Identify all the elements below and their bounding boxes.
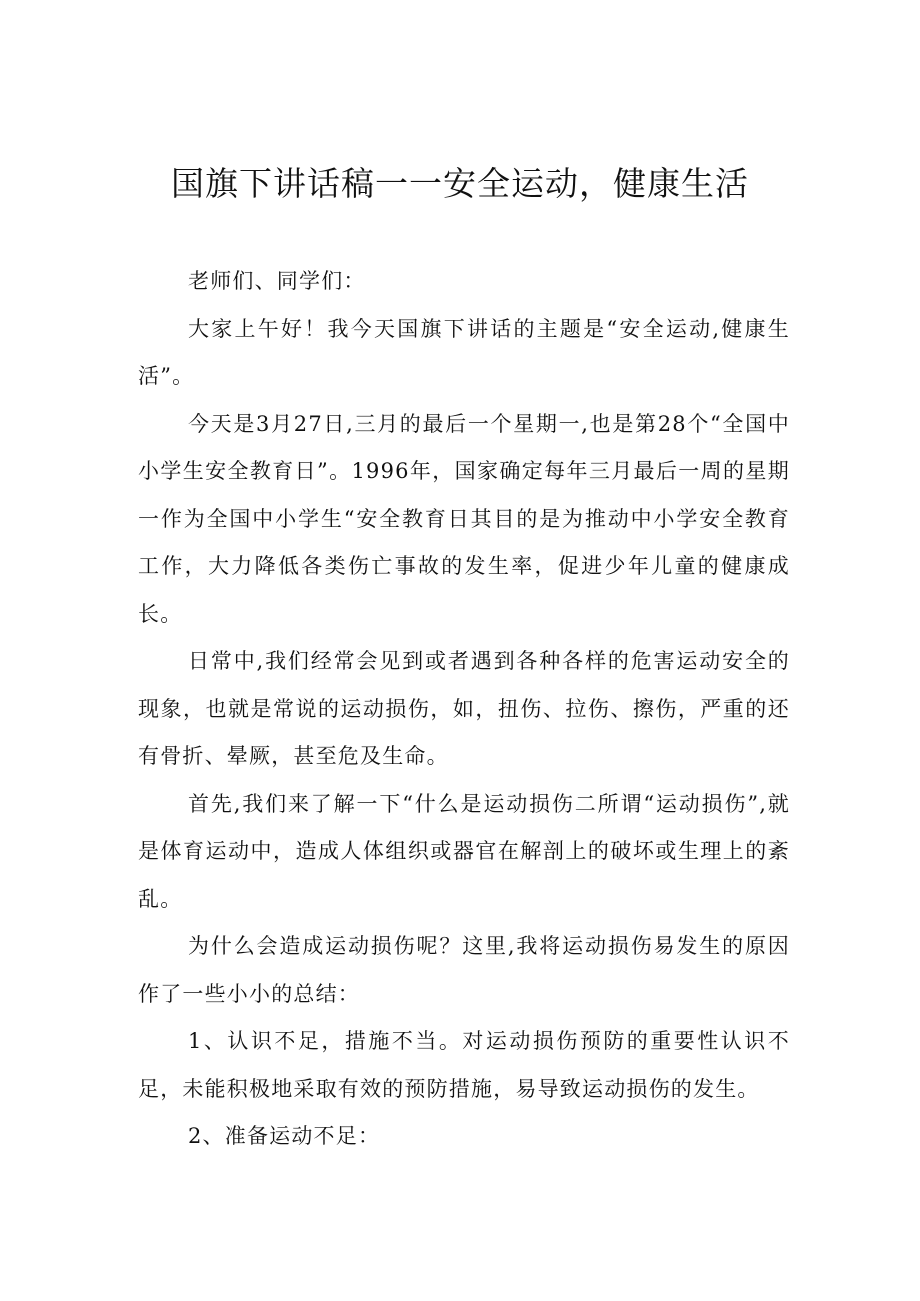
paragraph-common-injuries: 日常中,我们经常会见到或者遇到各种各样的危害运动安全的现象，也就是常说的运动损伤，如，扭伤、拉伤、擦伤，严重的还有骨折、晕厥，甚至危及生命。: [138, 649, 790, 768]
paragraph-definition: 首先,我们来了解一下“什么是运动损伤二所谓“运动损伤”,就是体育运动中，造成人体组织或器官在解剖上的破坏或生理上的紊乱。: [138, 791, 790, 911]
paragraph-causes-intro: 为什么会造成运动损伤呢？这里,我将运动损伤易发生的原因作了一些小小的总结：: [138, 934, 790, 1006]
paragraph-greeting: 大家上午好！我今天国旗下讲话的主题是“安全运动,健康生活”。: [138, 316, 790, 388]
paragraph-safety-day: 今天是3月27日,三月的最后一个星期一,也是第28个“全国中小学生安全教育日”。1996年，国家确定每年三月最后一周的星期一作为全国中小学生“安全教育日其目的是为推动中小学安全教育工作，大力降低各类伤亡事故的发生率，促进少年儿童的健康成长。: [138, 411, 790, 626]
paragraph-cause-1: 1、认识不足，措施不当。对运动损伤预防的重要性认识不足，未能积极地采取有效的预防措施，易导致运动损伤的发生。: [138, 1029, 790, 1101]
document-body: [138, 258, 790, 1161]
paragraph-salutation: 老师们、同学们：: [188, 269, 366, 293]
paragraph-cause-2: 2、准备运动不足：: [188, 1124, 381, 1148]
document-title: 国旗下讲话稿一一安全运动，健康生活: [171, 164, 749, 203]
